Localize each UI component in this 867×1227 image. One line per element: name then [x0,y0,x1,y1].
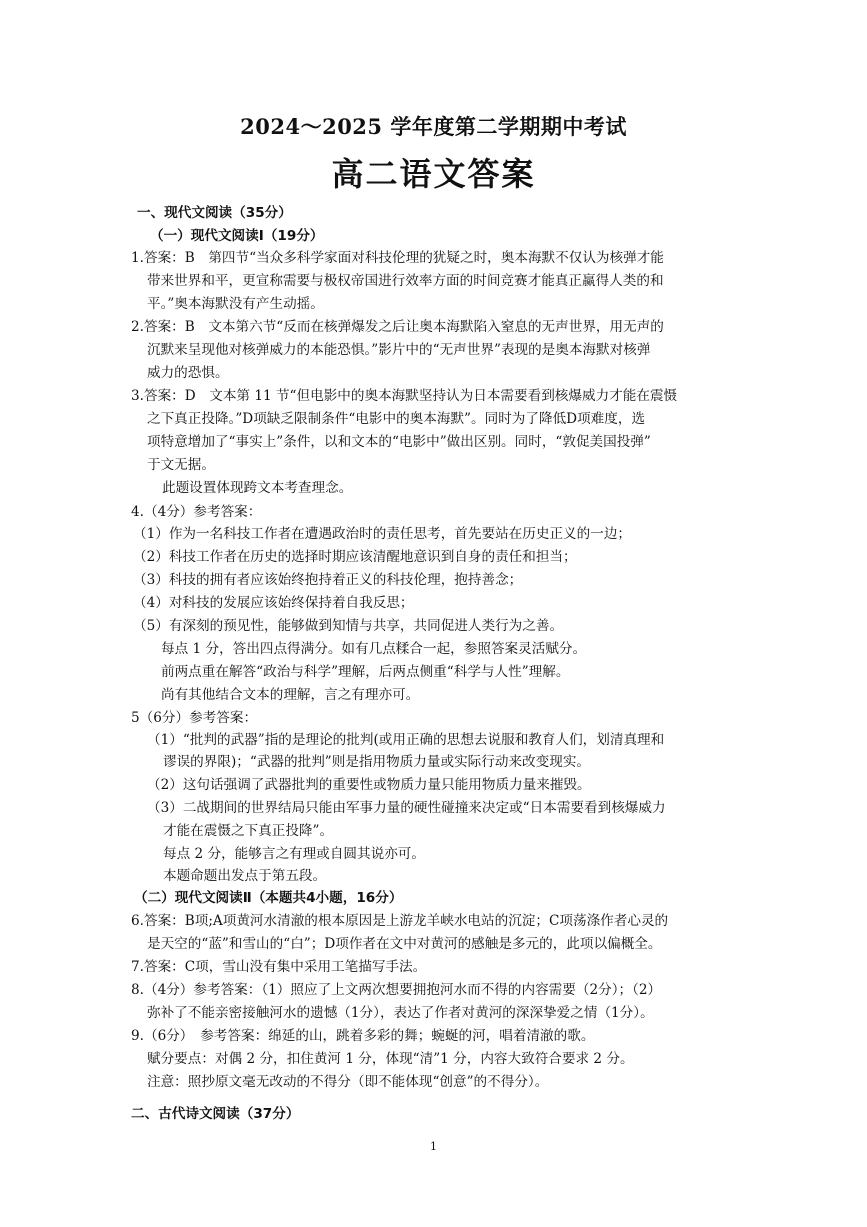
answer-point: （1）作为一名科技工作者在遭遇政治时的责任思考，首先要站在历史正义的一边； [133,526,632,542]
answer-line: 于文无据。 [147,457,215,473]
section-heading: 一、现代文阅读（35分） [137,205,292,221]
answer-line: 2.答案：B 文本第六节“反而在核弹爆发之后让奥本海默陷入窒息的无声世界，用无声的 [131,319,664,335]
answer-line: 威力的恐惧。 [147,365,229,381]
note-line: 本题命题出发点于第五段。 [163,868,327,884]
answer-point: （3）二战期间的世界结局只能由军事力量的硬性碰撞来决定或“日本需要看到核爆威力 [147,800,666,816]
answer-line: 是天空的“蓝”和雪山的“白”；D项作者在文中对黄河的感触是多元的，此项以偏概全。 [147,936,662,952]
subsection-heading: （一）现代文阅读Ⅰ（19分） [150,228,324,244]
answer-point: （5）有深刻的预见性，能够做到知情与共享，共同促进人类行为之善。 [133,618,564,634]
page-number: 1 [430,1140,437,1153]
answer-line: 8.（4分）参考答案：（1）照应了上文两次想要拥抱河水而不得的内容需要（2分）；（2） [131,982,662,998]
answer-point: （4）对科技的发展应该始终保持着自我反思； [133,595,414,611]
note-line: 每点 2 分，能够言之有理或自圆其说亦可。 [163,846,425,862]
note-line: 每点 1 分，答出四点得满分。如有几点糅合一起，参照答案灵活赋分。 [161,641,587,657]
answer-line: 1.答案：B 第四节“当众多科学家面对科技伦理的犹疑之时，奥本海默不仅认为核弹才能 [131,250,664,266]
section-heading: 二、古代诗文阅读（37分） [131,1106,300,1122]
answer-line: 平。”奥本海默没有产生动摇。 [147,296,324,312]
answer-line: 9.（6分） 参考答案：绵延的山，跳着多彩的舞；蜿蜒的河，唱着清澈的歌。 [131,1028,595,1044]
answer-line: 4.（4分）参考答案： [131,504,262,520]
answer-line: 弥补了不能亲密接触河水的遗憾（1分），表达了作者对黄河的深深挚爱之情（1分）。 [147,1005,654,1021]
note-line: 此题设置体现跨文本考查理念。 [162,480,353,496]
note-line: 前两点重在解答“政治与科学”理解，后两点侧重“科学与人性”理解。 [161,664,570,680]
answer-line: 6.答案：B项;A项黄河水清澈的根本原因是上游龙羊峡水电站的沉淀；C项荡涤作者心灵的 [131,913,669,929]
answer-line: 之下真正投降。”D项缺乏限制条件“电影中的奥本海默”。同时为了降低D项难度，选 [147,411,646,427]
answer-line: 带来世界和平，更宣称需要与极权帝国进行效率方面的时间竞赛才能真正赢得人类的和 [147,273,664,289]
answer-line: 才能在震慑之下真正投降”。 [163,823,334,839]
answer-point: （1）“批判的武器”指的是理论的批判(或用正确的思想去说服和教育人们，划清真理和 [147,732,665,748]
answer-line: 3.答案：D 文本第 11 节“但电影中的奥本海默坚持认为日本需要看到核爆威力才能在震慑 [131,388,678,404]
answer-line: 赋分要点：对偶 2 分，扣住黄河 1 分，体现“清”1 分，内容大致符合要求 2 分。 [147,1051,634,1067]
note-line: 尚有其他结合文本的理解，言之有理亦可。 [161,687,420,703]
answer-line: 项特意增加了“事实上”条件，以和文本的“电影中”做出区别。同时，“敦促美国投弹” [147,434,651,450]
exam-title: 2024～2025 学年度第二学期期中考试 [240,114,627,139]
answer-line: 注意：照抄原文毫无改动的不得分（即不能体现“创意”的不得分）。 [147,1074,549,1090]
answer-line: 沉默来呈现他对核弹威力的本能恐惧。”影片中的“无声世界”表现的是奥本海默对核弹 [147,342,651,358]
subsection-heading: （二）现代文阅读Ⅱ（本题共4小题，16分） [134,890,403,906]
answer-line: 7.答案：C项，雪山没有集中采用工笔描写手法。 [131,959,427,975]
answer-point: （2）这句话强调了武器批判的重要性或物质力量只能用物质力量来摧毁。 [147,777,591,793]
main-title: 高二语文答案 [331,155,536,193]
answer-line: 谬误的界限)；“武器的批判”则是指用物质力量或实际行动来改变现实。 [163,754,591,770]
answer-point: （3）科技的拥有者应该始终抱持着正义的科技伦理，抱持善念； [133,572,523,588]
answer-line: 5（6分）参考答案： [131,710,258,726]
answer-point: （2）科技工作者在历史的选择时期应该清醒地意识到自身的责任和担当； [133,549,577,565]
